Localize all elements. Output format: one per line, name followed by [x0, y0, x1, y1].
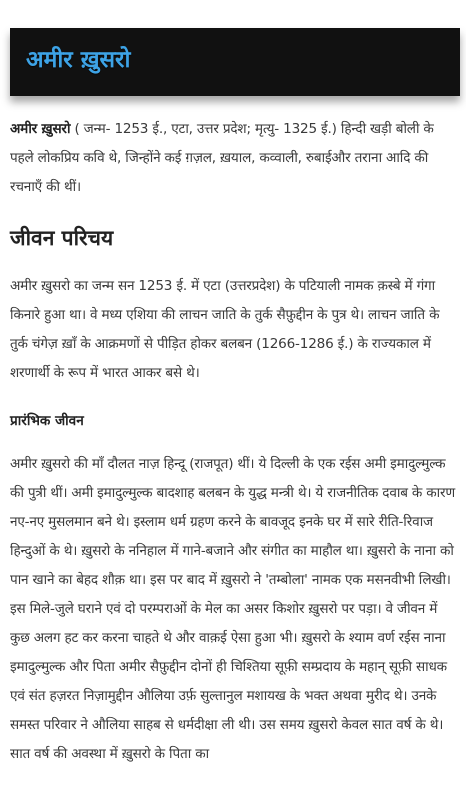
- page-title-bar: [10, 28, 460, 96]
- intro-name: अमीर ख़ुसरो: [10, 121, 71, 137]
- section-heading-early-life: प्रारंभिक जीवन: [10, 413, 84, 429]
- page-title: अमीर ख़ुसरो: [26, 47, 131, 73]
- intro-paragraph: [10, 115, 458, 202]
- intro-text: ( जन्म- 1253 ई., एटा, उत्तर प्रदेश; मृत्यु- 1325 ई.) हिन्दी खड़ी बोली के पहले लोकप्रिय कवि थे, जिन्होंने कई ग़ज़ल, ख़याल, कव्वाली, रुबाईऔर तराना आदि की रचनाएँ की थीं।: [10, 121, 434, 195]
- early-life-paragraph: अमीर ख़ुसरो की माँ दौलत नाज़ हिन्दू (राजपूत) थीं। ये दिल्ली के एक रईस अमी इमादुल्मुल्क की पुत्री थीं। अमी इमादुल्मुल्क बादशाह बलबन के युद्ध मन्त्री थे। ये राजनीतिक दवाब के कारण नए-नए मुसलमान बने थे। इस्लाम धर्म ग्रहण करने के बावजूद इनके घर में सारे रीति-रिवाज हिन्दुओं के थे। ख़ुसरो के ननिहाल में गाने-बजाने और संगीत का माहौल था। ख़ुसरो के नाना को पान खाने का बेहद शौक़ था। इस पर बाद में ख़ुसरो ने 'तम्बोला' नामक एक मसनवीभी लिखी। इस मिले-जुले घराने एवं दो परम्पराओं के मेल का असर किशोर ख़ुसरो पर पड़ा। वे जीवन में कुछ अलग हट कर करना चाहते थे और वाक़ई ऐसा हुआ भी। ख़ुसरो के श्याम वर्ण रईस नाना इमादुल्मुल्क और पिता अमीर सैफ़ुद्दीन दोनों ही चिश्तिया सूफ़ी सम्प्रदाय के महान् सूफ़ी साधक एवं संत हज़रत निज़ामुद्दीन औलिया उर्फ़ सुल्तानुल मशायख के भक्त अथवा मुरीद थे। उनके समस्त परिवार ने औलिया साहब से धर्मदीक्षा ली थी। उस समय ख़ुसरो केवल सात वर्ष के थे। सात वर्ष की अवस्था में ख़ुसरो के पिता का: [10, 456, 455, 762]
- biography-paragraph: अमीर ख़ुसरो का जन्म सन 1253 ई. में एटा (उत्तरप्रदेश) के पटियाली नामक क़स्बे में गंगा किनारे हुआ था। वे मध्य एशिया की लाचन जाति के तुर्क सैफ़ुद्दीन के पुत्र थे। लाचन जाति के तुर्क चंगेज़ ख़ाँ के आक्रमणों से पीड़ित होकर बलबन (1266-1286 ई.) के राज्यकाल में शरणार्थी के रूप में भारत आकर बसे थे।: [10, 278, 440, 381]
- article-content: [10, 115, 458, 769]
- section-heading-biography: जीवन परिचय: [10, 226, 114, 250]
